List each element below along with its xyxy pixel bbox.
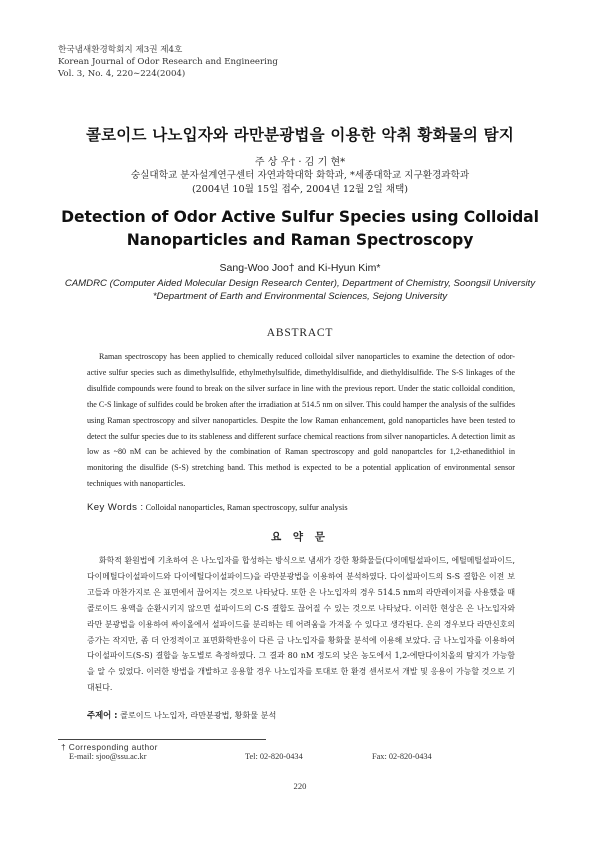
english-affiliations (40, 277, 560, 303)
contact-email: E-mail: sjoo@ssu.ac.kr (69, 752, 147, 761)
korean-abstract-heading: 요 약 문 (271, 531, 329, 543)
corresponding-author-label: † Corresponding author (61, 742, 158, 752)
abstract-text: Raman spectroscopy has been applied to chemically reduced colloidal silver nanoparticles to examine the detection of odor-active sulfur species such as dimethylsulfide, ethylmethylsulfide, dimethyldisulfide, and diethyldisulfide. The S-S linkages of the disulfide compounds were found to break on the silver surface in line with the previous report. Under the static colloidal condition, the C-S linkage of sulfides could be broken after the irradiation at 514.5 nm on silver. This could hamper the analysis of the sulfides using Raman spectroscopy and silver nanoparticles. Despite the low Raman enhancement, gold nanoparticles have been tested to detect the sulfur species due to its stableness and different surface chemical reactions from silver nanoparticles. A detection limit as low as ~80 nM can be achieved by the combination of Raman spectroscopy and gold nanopartcles for 1,2-ethanedithiol in monitoring the disulfide (S-S) stretching band. This method is expected to be a potential application of environmental sensor techniques with nanoparticles. (87, 352, 515, 489)
korean-abstract-text: 화학적 환원법에 기초하여 은 나노입자를 합성하는 방식으로 냄새가 강한 황화물들(다이메틸설파이드, 에틸메틸설파이드, 다이메틸다이설파이드와 다이에틸다이설파이드)을 라만분광법을 이용하여 분석하였다. 다이설파이드의 S-S 결합은 이전 보고들과 마찬가지로 은 표면에서 끊어지는 것으로 나타났다. 또한 은 나노입자의 경우 514.5 nm의 라만레이저를 사용했을 때 콜로이드 용액을 순환시키지 않으면 설파이드의 C-S 결합도 끊어질 수 있는 것으로 나타났다. 이러한 현상은 은 나노입자와 라만 분광법을 이용하여 싸이올에서 설파이드를 분리하는 데 어려움을 가져올 수 있다고 생각된다. 은의 경우보다 라만신호의 증가는 작지만, 좀 더 안정적이고 표면화학반응이 다른 금 나노입자를 황화물 분석에 이용해 보았다. 금 나노입자를 이용하여 다이설파이드(S-S) 결합을 농도별로 측정하였다. 그 결과 80 nM 정도의 낮은 농도에서 1,2-에탄다이치올의 탐지가 가능함을 알 수 있었다. 이러한 방법을 개발하고 응용할 경우 나노입자를 토대로 한 환경 센서로서 개발 및 응용이 가능할 것으로 기대된다. (87, 556, 515, 693)
affiliation-sejong: *Department of Earth and Environmental Sciences, Sejong University (152, 291, 448, 302)
journal-korean-name: 한국냄새환경학회지 제3권 제4호 (58, 45, 183, 55)
contact-tel: Tel: 02-820-0434 (245, 752, 303, 761)
korean-title: 콜로이드 나노입자와 라만분광법을 이용한 악취 황화물의 탐지 (85, 126, 515, 144)
korean-keywords-list: 콜로이드 나노입자, 라만분광법, 황화물 분석 (120, 710, 277, 720)
journal-english-name: Korean Journal of Odor Research and Engineering (58, 57, 278, 68)
keywords-list: Colloidal nanoparticles, Raman spectroscopy, sulfur analysis (145, 503, 348, 512)
korean-authors: 주 상 우† · 김 기 현* (254, 157, 346, 168)
keywords-label: Key Words : (87, 502, 144, 513)
page-number: 220 (293, 781, 307, 791)
affiliation-soongsil: CAMDRC (Computer Aided Molecular Design Research Center), Department of Chemistry, Soongsil University (64, 278, 536, 289)
abstract-heading: ABSTRACT (266, 327, 334, 339)
contact-line (0, 752, 600, 764)
keywords (87, 502, 348, 513)
korean-affiliation: 숭실대학교 분자설계연구센터 자연과학대학 화학과, *세종대학교 지구환경과학과 (130, 170, 470, 181)
journal-volume-info: Vol. 3, No. 4, 220∼224(2004) (58, 69, 186, 80)
contact-fax: Fax: 02-820-0434 (372, 752, 432, 761)
journal-info (58, 44, 278, 81)
korean-keywords-label: 주제어 : (87, 710, 118, 720)
received-accepted-dates: (2004년 10월 15일 접수, 2004년 12월 2일 채택) (191, 184, 409, 195)
footnote-divider (58, 739, 266, 740)
english-title: Detection of Odor Active Sulfur Species using Colloidal Nanoparticles and Raman Spectroscopy (61, 208, 539, 249)
english-authors: Sang-Woo Joo† and Ki-Hyun Kim* (219, 262, 381, 274)
korean-keywords (87, 709, 276, 721)
